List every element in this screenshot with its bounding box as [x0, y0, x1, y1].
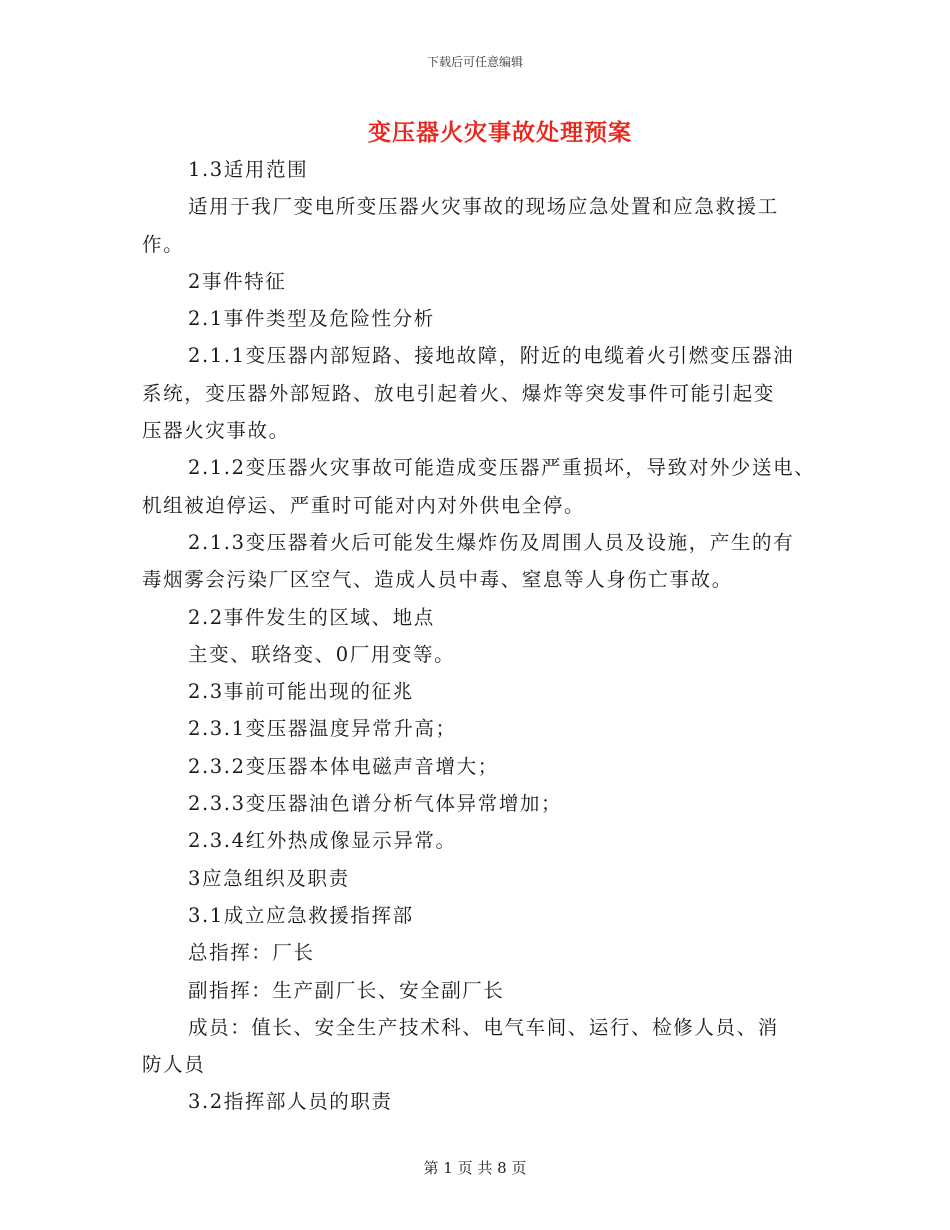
body-line: 2.1.3变压器着火后可能发生爆炸伤及周围人员及设施，产生的有: [188, 530, 795, 554]
body-line: 副指挥：生产副厂长、安全副厂长: [188, 978, 505, 1002]
body-line: 2.3事前可能出现的征兆: [188, 680, 414, 704]
body-line: 2.3.4红外热成像显示异常。: [188, 829, 457, 853]
body-line: 2.3.3变压器油色谱分析气体异常增加；: [188, 792, 563, 816]
body-line: 成员：值长、安全生产技术科、电气车间、运行、检修人员、消: [188, 1015, 779, 1039]
body-line: 2.1.2变压器火灾事故可能造成变压器严重损坏，导致对外少送电、: [188, 456, 816, 480]
body-line: 2.3.2变压器本体电磁声音增大；: [188, 754, 499, 778]
body-line: 主变、联络变、0厂用变等。: [188, 642, 456, 666]
body-line: 3.1成立应急救援指挥部: [188, 903, 414, 927]
body-line: 1.3适用范围: [188, 158, 309, 181]
body-line: 2事件特征: [188, 269, 287, 293]
body-line: 作。: [142, 232, 185, 256]
body-line: 2.1.1变压器内部短路、接地故障，附近的电缆着火引燃变压器油: [188, 344, 795, 368]
body-line: 2.2事件发生的区域、地点: [188, 605, 435, 629]
body-line: 2.1事件类型及危险性分析: [188, 307, 435, 331]
body-line: 压器火灾事故。: [142, 419, 290, 443]
document-body: [142, 151, 822, 1121]
body-line: 毒烟雾会污染厂区空气、造成人员中毒、窒息等人身伤亡事故。: [142, 568, 733, 592]
body-line: 机组被迫停运、严重时可能对内对外供电全停。: [142, 493, 586, 517]
body-line: 2.3.1变压器温度异常升高；: [188, 717, 457, 741]
body-line: 系统，变压器外部短路、放电引起着火、爆炸等突发事件可能引起变: [142, 381, 776, 405]
page-footer: 第 1 页 共 8 页: [423, 1159, 527, 1177]
header-note: 下载后可任意编辑: [426, 55, 523, 69]
document-title: 变压器火灾事故处理预案: [368, 119, 632, 146]
body-line: 3应急组织及职责: [188, 866, 350, 890]
body-line: 3.2指挥部人员的职责: [188, 1090, 393, 1114]
body-line: 总指挥：厂长: [188, 941, 315, 965]
body-line: 防人员: [142, 1053, 206, 1077]
body-line: 适用于我厂变电所变压器火灾事故的现场应急处置和应急救援工: [188, 195, 779, 219]
